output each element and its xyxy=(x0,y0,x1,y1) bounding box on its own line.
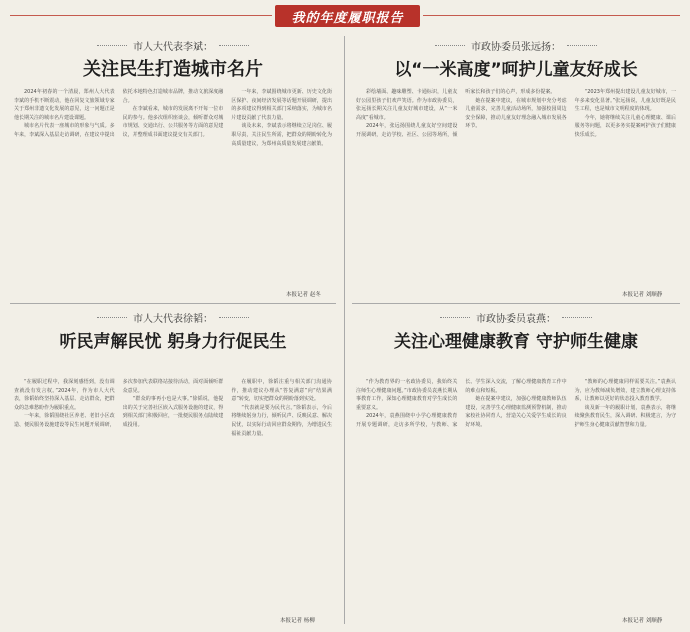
paragraph: 彩绘墙面、趣味雕塑、卡通标识，儿童友好公园里孩子们欢声笑语。作为市政协委员，张远扬长期关注儿童友好城市建设，从“一米高度”看城市。 xyxy=(356,89,458,121)
article-kicker: 市人大代表徐韬： xyxy=(133,314,213,325)
kicker-row xyxy=(10,310,336,325)
paragraph: 一年来，李斌围绕城市更新、历史文化街区保护、夜间经济发展等话题开展调研，提出的多项建议得到相关部门采纳落实，为城市名片建设贡献了代表力量。 xyxy=(231,89,332,121)
article-headline: 关注民生打造城市名片 xyxy=(83,59,263,80)
article-bottom-right xyxy=(352,310,680,352)
row-divider-left xyxy=(10,303,336,304)
article-body xyxy=(356,378,676,612)
article-headline: 以“一米高度”呵护儿童友好成长 xyxy=(394,60,638,80)
paragraph: 城市名片代表一座城市的形象与气质。多年来，李斌深入基层走访调研，在建议中提出依托本地特色打造城市品牌，推动文旅深度融合。 xyxy=(14,89,224,138)
paragraph: 2024年，张远扬围绕儿童友好空间建设开展调研，走访学校、社区、公园等场所，倾听家长和孩子们的心声，形成多份提案。 xyxy=(356,89,556,138)
article-byline: 本报记者 赵冬 xyxy=(286,292,321,298)
article-kicker: 市政协委员袁燕： xyxy=(476,314,556,325)
column-divider xyxy=(344,36,345,624)
article-top-right xyxy=(352,38,680,80)
article-byline: 本报记者 杨柳 xyxy=(280,618,315,624)
paragraph: “在履职过程中，我深刻感悟到，没有调查就没有发言权。”2024年，作为市人大代表，徐韬始终坚持深入基层、走访群众，把群众的急难愁盼作为履职重点。 xyxy=(14,379,115,411)
article-body xyxy=(14,88,332,288)
banner-left-rule xyxy=(10,15,272,16)
banner-right-rule xyxy=(423,15,680,16)
row-divider-right xyxy=(352,303,680,304)
paragraph: 一年来，徐韬围绕社区养老、老旧小区改造、便民服务设施建设等民生问题开展调研，多次参加代表联络站接待活动，面对面倾听群众意见。 xyxy=(14,379,224,428)
banner-box xyxy=(275,5,420,27)
paragraph: 在李斌看来，城市的发展离不开每一位市民的参与。他多次组织座谈会，倾听群众对城市规划、交通出行、公共服务等方面的意见建议，并整理成书面建议提交有关部门。 xyxy=(122,106,224,138)
paragraph: “教师的心理健康同样需要关注。”袁燕认为，应为教师减负增效，建立教师心理支持体系，让教师以更好的状态投入教育教学。 xyxy=(574,379,676,403)
article-headline: 关注心理健康教育 守护师生健康 xyxy=(394,332,638,352)
paragraph: 她在提案中建议，加强心理健康教师队伍建设，完善学生心理健康监测预警机制，推动家校社协同育人，营造关心关爱学生成长的良好环境。 xyxy=(465,396,567,428)
paragraph: “群众的事再小也是大事。”徐韬说，他提出的关于完善社区嵌入式服务设施的建议，得到相关部门积极回应，一批便民服务点陆续建成投用。 xyxy=(122,396,224,428)
paragraph: 谈及未来，李斌表示将继续立足岗位、履职尽责，关注民生所需，把群众的期盼转化为高质量建议，为郑州高质量发展建言献策。 xyxy=(231,123,332,147)
paragraph: 2024年初春的一个清晨，郑州人大代表李斌的手机不断震动，他在回复文旅领域专家关于郑州非遗文化发展的意见，这一问题正是他长期关注的城市名片建设课题。 xyxy=(14,89,115,121)
article-top-left xyxy=(10,38,336,81)
paragraph: 她在提案中建议，在城市规划中充分考虑儿童需求，完善儿童活动场所，加强校园周边安全保障，推动儿童友好理念融入城市发展各环节。 xyxy=(465,97,567,130)
article-body xyxy=(356,88,676,288)
banner-title: 我的年度履职报告 xyxy=(291,11,404,26)
article-bottom-left xyxy=(10,310,336,352)
paragraph: 今年，她将继续关注儿童心理健康、课后服务等问题，以更多务实提案呵护孩子们健康快乐成长。 xyxy=(574,114,676,138)
article-kicker: 市政协委员张远扬： xyxy=(471,42,561,53)
article-body xyxy=(14,378,332,612)
paragraph: “2023年郑州提出建设儿童友好城市，一年多来变化显著。”张远扬说，儿童友好既是民生工程，也是城市文明程度的体现。 xyxy=(574,89,676,113)
paragraph: 2024年，袁燕围绕中小学心理健康教育开展专题调研，走访多所学校，与教师、家长、学生深入交流，了解心理健康教育工作中的难点和短板。 xyxy=(356,379,567,428)
paragraph: “代表就是要为民代言。”徐韬表示，今后将继续躬身力行，倾听民声、反映民意、解决民忧，以实际行动回应群众期待，为增进民生福祉贡献力量。 xyxy=(231,404,332,437)
paragraph: “作为教育界的一名政协委员，我始终关注师生心理健康问题。”市政协委员袁燕长期从事教育工作，深知心理健康教育对学生成长的重要意义。 xyxy=(356,379,458,411)
paragraph: 谈及新一年的履职计划，袁燕表示，将继续聚焦教育民生，深入调研、积极建言，为守护师生身心健康贡献智慧和力量。 xyxy=(574,404,676,428)
article-headline: 听民声解民忧 躬身力行促民生 xyxy=(59,332,287,352)
article-kicker: 市人大代表李斌： xyxy=(133,42,213,53)
kicker-row xyxy=(10,38,336,53)
kicker-row xyxy=(352,38,680,53)
article-byline: 本报记者 刘顺静 xyxy=(622,292,663,298)
kicker-row xyxy=(352,310,680,325)
paragraph: 在履职中，徐韬注重与相关部门沟通协作，推动建议办理从“答复满意”向“结果满意”转变，切实把群众的期盼落到实处。 xyxy=(231,379,332,403)
article-byline: 本报记者 刘顺静 xyxy=(622,618,663,624)
